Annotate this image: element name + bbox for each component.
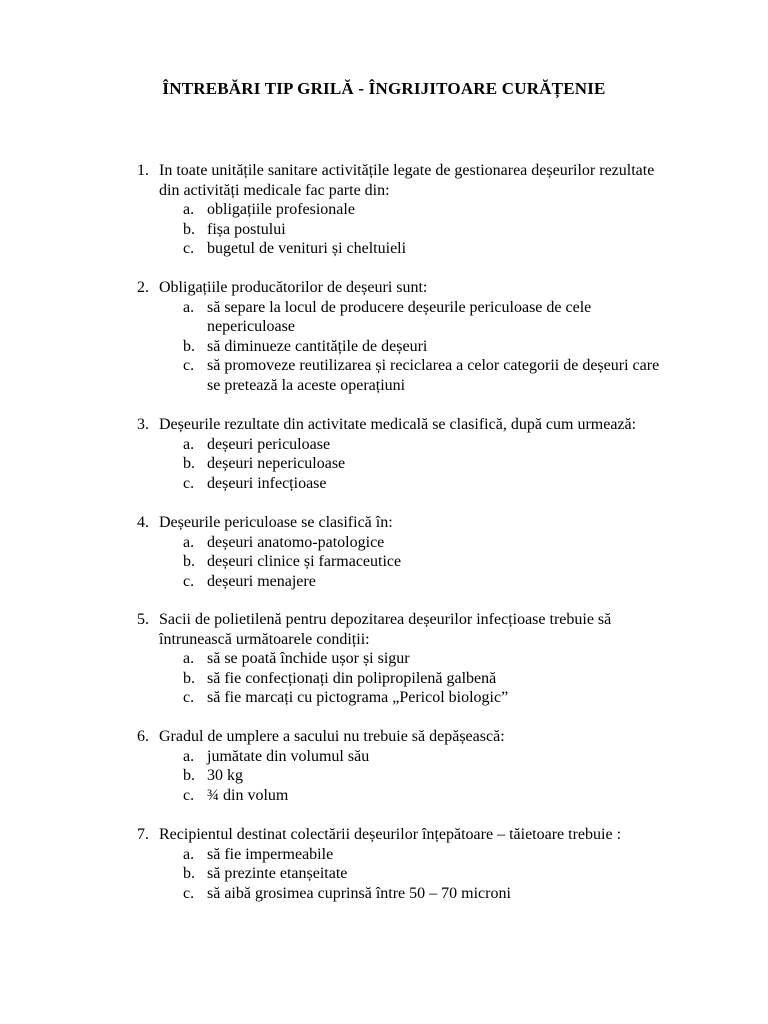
answer-option-b: [183, 766, 737, 786]
document-title: ÎNTREBĂRI TIP GRILĂ - ÎNGRIJITOARE CURĂȚENIE: [162, 79, 606, 98]
option-letter: a.: [183, 747, 195, 765]
option-letter: b.: [183, 220, 195, 238]
option-letter: b.: [183, 455, 195, 472]
option-letter: c.: [183, 689, 195, 706]
question-text: Sacii de polietilenă pentru depozitarea deșeurilor infecțioase trebuie să: [159, 611, 612, 628]
question-number: 5.: [137, 611, 149, 628]
question-number: 2.: [137, 279, 149, 296]
answer-option-a: [183, 533, 737, 553]
question-number: 7.: [137, 826, 149, 843]
question-2: [137, 278, 737, 395]
option-text-continued: nepericuloase: [207, 318, 295, 335]
answer-option-c: [183, 572, 737, 592]
option-text: jumătate din volumul său: [207, 747, 370, 765]
option-text: să aibă grosimea cuprinsă între 50 – 70 microni: [207, 884, 511, 902]
option-letter: b.: [183, 865, 195, 882]
option-text: 30 kg: [207, 767, 243, 784]
question-number: 4.: [137, 514, 149, 531]
answer-option-b: [183, 337, 737, 357]
question-3: [137, 415, 737, 493]
answer-option-b: [183, 220, 737, 240]
option-text: obligațiile profesionale: [207, 201, 355, 218]
question-4: [137, 513, 737, 591]
question-7: [137, 825, 737, 903]
option-text: să diminueze cantitățile de deșeuri: [207, 337, 428, 355]
question-text-continued: din activități medicale fac parte din:: [159, 181, 390, 199]
question-number: 1.: [137, 162, 149, 179]
option-letter: a.: [183, 435, 195, 453]
option-letter: c.: [183, 474, 195, 492]
option-letter: c.: [183, 884, 195, 902]
option-text: deșeuri periculoase: [207, 435, 331, 453]
option-letter: b.: [183, 767, 195, 784]
answer-option-a: [183, 747, 737, 767]
answer-option-c: [183, 786, 737, 806]
option-text: bugetul de venituri și cheltuieli: [207, 240, 407, 257]
option-letter: c.: [183, 572, 195, 590]
answer-option-a: [183, 298, 737, 318]
option-letter: b.: [183, 553, 195, 570]
option-text: să se poată închide ușor și sigur: [207, 650, 410, 667]
option-text: deșeuri clinice și farmaceutice: [207, 553, 402, 570]
option-text: să fie marcați cu pictograma „Pericol biologic”: [207, 689, 509, 706]
answer-option-b: [183, 552, 737, 572]
option-text: deșeuri nepericuloase: [207, 455, 346, 472]
question-6: [137, 727, 737, 805]
option-text: să prezinte etanșeitate: [207, 865, 348, 882]
option-letter: c.: [183, 357, 195, 374]
option-text: deșeuri menajere: [207, 572, 316, 590]
answer-option-c: [183, 688, 737, 708]
option-letter: b.: [183, 669, 195, 687]
option-letter: a.: [183, 845, 195, 863]
answer-option-b: [183, 864, 737, 884]
question-text: Obligațiile producătorilor de deșeuri sunt:: [159, 279, 428, 296]
question-text: Gradul de umplere a sacului nu trebuie să depășească:: [159, 728, 505, 745]
answer-option-a: [183, 200, 737, 220]
question-text: Deșeurile periculoase se clasifică în:: [159, 514, 393, 531]
question-5: [137, 610, 737, 708]
option-letter: a.: [183, 533, 195, 551]
option-text-continued: se pretează la aceste operațiuni: [207, 376, 406, 394]
option-letter: a.: [183, 298, 195, 316]
option-letter: a.: [183, 650, 195, 667]
answer-option-b: [183, 669, 737, 689]
option-letter: c.: [183, 786, 195, 804]
question-number: 6.: [137, 728, 149, 745]
answer-option-b: [183, 454, 737, 474]
option-text: să fie impermeabile: [207, 845, 334, 863]
answer-option-c: [183, 239, 737, 259]
option-text: deșeuri infecțioase: [207, 474, 327, 492]
answer-option-c: [183, 356, 737, 376]
question-text: Recipientul destinat colectării deșeurilor înțepătoare – tăietoare trebuie :: [159, 826, 622, 843]
option-text: ¾ din volum: [207, 786, 289, 804]
option-text: să promoveze reutilizarea și reciclarea a celor categorii de deșeuri care: [207, 357, 660, 374]
option-text: deșeuri anatomo-patologice: [207, 533, 385, 551]
question-1: [137, 161, 737, 259]
question-text: In toate unitățile sanitare activitățile legate de gestionarea deșeurilor rezultate: [159, 162, 655, 179]
answer-option-a: [183, 435, 737, 455]
question-text: Deșeurile rezultate din activitate medicală se clasifică, după cum urmează:: [159, 416, 637, 433]
option-letter: b.: [183, 337, 195, 355]
answer-option-c: [183, 884, 737, 904]
answer-option-a: [183, 649, 737, 669]
option-letter: a.: [183, 201, 195, 218]
answer-option-c: [183, 474, 737, 494]
option-text: să fie confecționați din polipropilenă galbenă: [207, 669, 497, 687]
question-number: 3.: [137, 416, 149, 433]
option-letter: c.: [183, 240, 195, 257]
option-text: să separe la locul de producere deșeurile periculoase de cele: [207, 298, 592, 316]
question-text-continued: întrunească următoarele condiții:: [159, 630, 370, 648]
answer-option-a: [183, 845, 737, 865]
option-text: fișa postului: [207, 220, 286, 238]
